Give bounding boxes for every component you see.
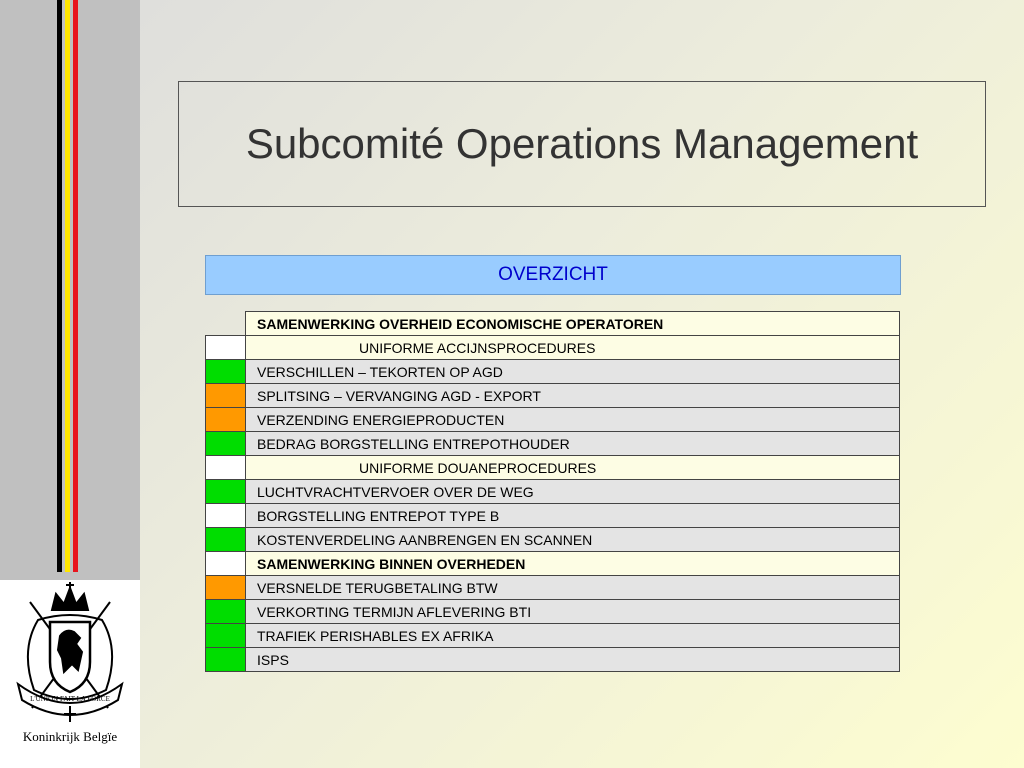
table-row [206, 360, 900, 384]
coat-of-arms-icon [0, 580, 140, 724]
status-indicator [206, 576, 246, 600]
status-indicator [206, 408, 246, 432]
table-row [206, 408, 900, 432]
table-row [206, 624, 900, 648]
flag-stripe-black [57, 0, 62, 572]
table-row [206, 432, 900, 456]
status-indicator [206, 624, 246, 648]
logo-motto: L'UNION FAIT LA FORCE [30, 695, 110, 703]
table-row [206, 528, 900, 552]
row-label: VERKORTING TERMIJN AFLEVERING BTI [246, 600, 900, 624]
table-row [206, 600, 900, 624]
row-label: SPLITSING – VERVANGING AGD - EXPORT [246, 384, 900, 408]
flag-stripe-red [73, 0, 78, 572]
overview-table [205, 311, 900, 672]
overview-banner: OVERZICHT [205, 255, 901, 295]
logo-caption: Koninkrijk Belgïe [0, 724, 140, 768]
table-row [206, 312, 900, 336]
table-row [206, 648, 900, 672]
status-indicator [206, 312, 246, 336]
row-label: UNIFORME DOUANEPROCEDURES [246, 456, 900, 480]
status-indicator [206, 600, 246, 624]
left-sidebar [0, 0, 140, 768]
table-row [206, 336, 900, 360]
status-indicator [206, 432, 246, 456]
table-row [206, 480, 900, 504]
row-label: VERSNELDE TERUGBETALING BTW [246, 576, 900, 600]
coat-of-arms-logo [0, 580, 140, 724]
status-indicator [206, 528, 246, 552]
status-indicator [206, 648, 246, 672]
row-label: VERZENDING ENERGIEPRODUCTEN [246, 408, 900, 432]
table-row [206, 576, 900, 600]
table-row [206, 384, 900, 408]
status-indicator [206, 336, 246, 360]
row-label: VERSCHILLEN – TEKORTEN OP AGD [246, 360, 900, 384]
row-label: BORGSTELLING ENTREPOT TYPE B [246, 504, 900, 528]
status-indicator [206, 360, 246, 384]
flag-stripe-yellow [65, 0, 70, 572]
table-row [206, 504, 900, 528]
slide-title: Subcomité Operations Management [178, 81, 986, 207]
status-indicator [206, 480, 246, 504]
status-indicator [206, 456, 246, 480]
row-label: BEDRAG BORGSTELLING ENTREPOTHOUDER [246, 432, 900, 456]
table-row [206, 456, 900, 480]
row-label: LUCHTVRACHTVERVOER OVER DE WEG [246, 480, 900, 504]
status-indicator [206, 552, 246, 576]
status-indicator [206, 384, 246, 408]
row-label: UNIFORME ACCIJNSPROCEDURES [246, 336, 900, 360]
row-label: KOSTENVERDELING AANBRENGEN EN SCANNEN [246, 528, 900, 552]
row-label: TRAFIEK PERISHABLES EX AFRIKA [246, 624, 900, 648]
row-label: ISPS [246, 648, 900, 672]
status-indicator [206, 504, 246, 528]
row-label: SAMENWERKING BINNEN OVERHEDEN [246, 552, 900, 576]
table-row [206, 552, 900, 576]
row-label: SAMENWERKING OVERHEID ECONOMISCHE OPERATOREN [246, 312, 900, 336]
